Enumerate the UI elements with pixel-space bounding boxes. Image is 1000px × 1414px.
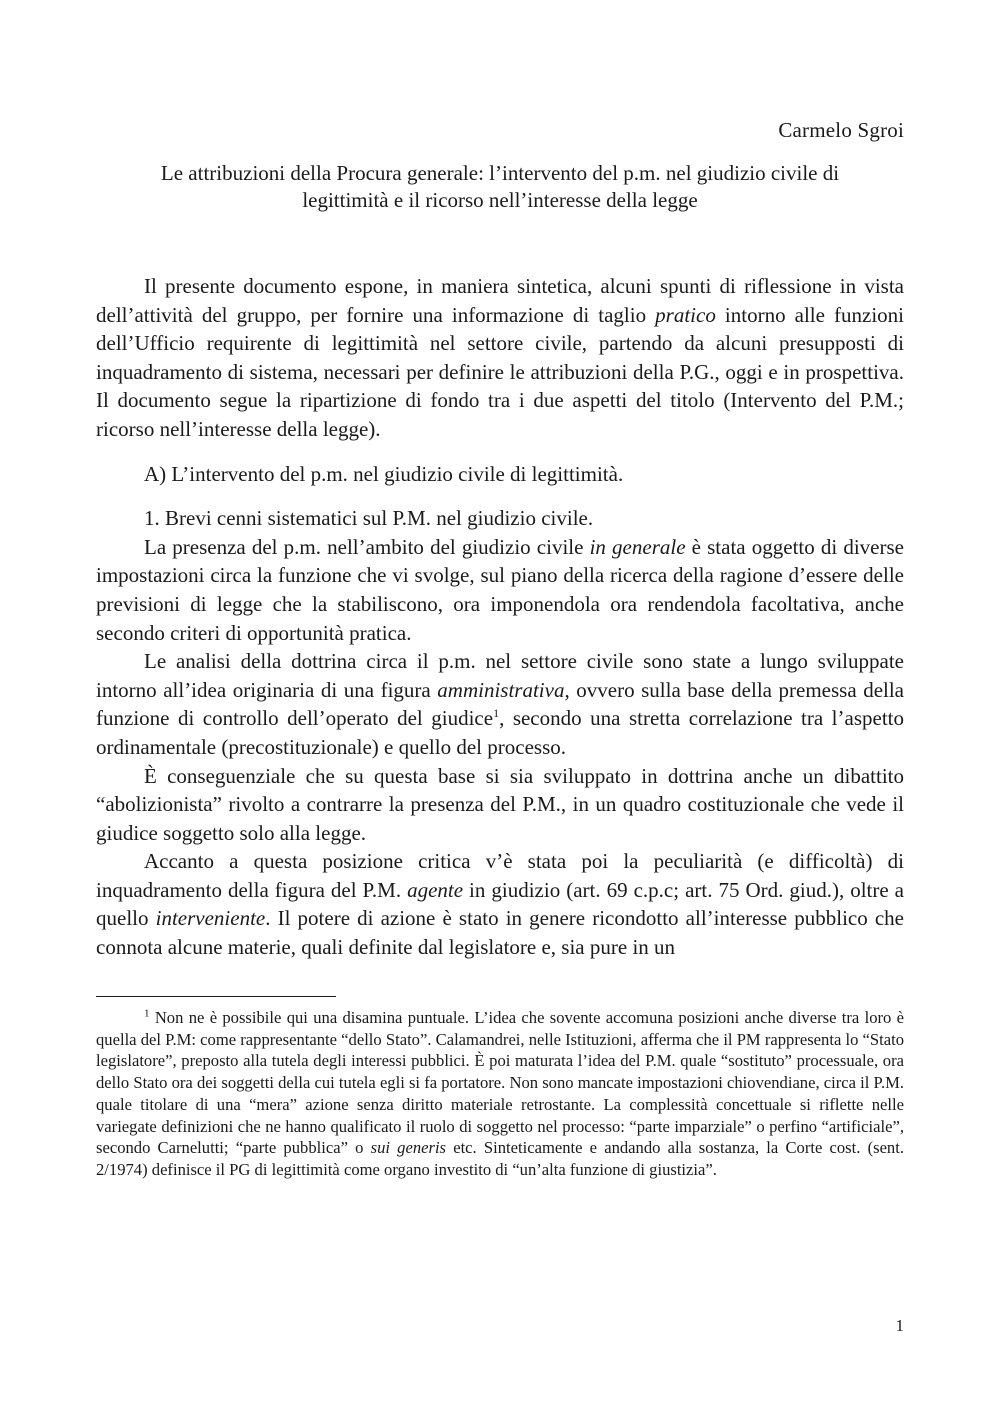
paragraph-intro: Il presente documento espone, in maniera sintetica, alcuni spunti di riflessione in vista dell’attività del gruppo, per fornire una informazione di taglio pratico intorno alle funzioni dell’Ufficio requirente di legittimità nel settore civile, partendo da alcuni presupposti di inquadramento di sistema, necessari per definire le attribuzioni della P.G., oggi e in prospettiva. Il documento segue la ripartizione di fondo tra i due aspetti del titolo (Intervento del P.M.; ricorso nell’interesse della legge). [96, 274, 904, 441]
author-name: Carmelo Sgroi [778, 118, 904, 142]
paragraph-accanto: Accanto a questa posizione critica v’è stata poi la peculiarità (e difficoltà) di inquadramento della figura del P.M. agente in giudizio (art. 69 c.p.c; art. 75 Ord. giud.), oltre a quello interveniente. Il potere di azione è stato in genere ricondotto all’interesse pubblico che connota alcune materie, quali definite dal legislatore e, sia pure in un [96, 849, 904, 960]
title-line-2: legittimità e il ricorso nell’interesse della legge [302, 188, 698, 212]
page-number: 1 [895, 1316, 904, 1335]
footnote-separator [96, 996, 336, 997]
footnote-ref-1[interactable]: 1 [493, 706, 500, 721]
paragraph-analisi: Le analisi della dottrina circa il p.m. nel settore civile sono state a lungo sviluppate intorno all’idea originaria di una figura amministrativa, ovvero sulla base della premessa della funzione di controllo dell’operato del giudice$^1$, secondo una stretta correlazione tra l’aspetto ordinamentale (precostituzionale) e quello del processo. [96, 649, 904, 759]
footnote-1: $^1$ Non ne è possibile qui una disamina puntuale. L’idea che sovente accomuna posizioni anche diverse tra loro è quella del P.M: come rappresentante “dello Stato”. Calamandrei, nelle Istituzioni, afferma che il PM rappresenta lo “Stato legislatore”, preposto alla tutela degli interessi pubblici. È poi maturata l’idea del P.M. quale “sostituto” processuale, ora dello Stato ora dei soggetti della cui tutela egli si fa portatore. Non sono mancate impostazioni chiovendiane, circa il P.M. quale titolare di una “mera” azione senza diritto materiale retrostante. La complessità concettuale si riflette nelle variegate definizioni che ne hanno qualificato il ruolo di soggetto nel processo: “parte imparziale” o perfino “artificiale”, secondo Carnelutti; “parte pubblica” o sui generis etc. Sinteticamente e andando alla sostanza, la Corte cost. (sent. 2/1974) definisce il PG di legittimità come organo investito di “un’alta funzione di giustizia”. [96, 1007, 904, 1179]
document-body [96, 272, 904, 962]
emphasis-sui-generis: sui generis [370, 1138, 447, 1158]
emphasis-amministrativa: amministrativa [437, 677, 565, 702]
emphasis-interveniente: interveniente [155, 906, 266, 931]
section-heading-a: A) L’intervento del p.m. nel giudizio civile di legittimità. [144, 461, 624, 486]
emphasis-agente: agente [407, 877, 464, 902]
emphasis-in-generale: in generale [589, 534, 686, 559]
footnote-number: 1 [144, 1007, 150, 1020]
paragraph-presenza: La presenza del p.m. nell’ambito del giudizio civile in generale è stata oggetto di diverse impostazioni circa la funzione che vi svolge, sul piano della ricerca della ragione d’essere delle previsioni di legge che la stabiliscono, ora imponendola ora rendendola facoltativa, anche secondo criteri di opportunità pratica. [96, 534, 904, 645]
paragraph-conseguenziale: È conseguenziale che su questa base si sia sviluppato in dottrina anche un dibattito “abolizionista” rivolto a contrarre la presenza del P.M., in un quadro costituzionale che vede il giudice soggetto solo alla legge. [96, 763, 904, 845]
subsection-heading-1: 1. Brevi cenni sistematici sul P.M. nel giudizio civile. [144, 506, 594, 531]
document-title [96, 160, 904, 214]
title-line-1: Le attribuzioni della Procura generale: l’intervento del p.m. nel giudizio civile di [160, 161, 840, 185]
emphasis-pratico: pratico [655, 302, 716, 327]
